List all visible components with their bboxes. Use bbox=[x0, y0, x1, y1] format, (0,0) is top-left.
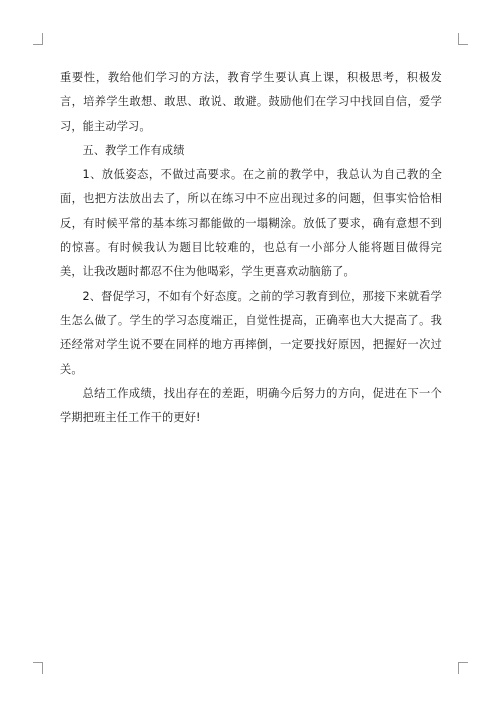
paragraph-continuation: 重要性，教给他们学习的方法，教育学生要认真上课，积极思考，积极发言，培养学生敢想、敢思、敢说、敢避。鼓励他们在学习中找回自信，爱学习，能主动学习。 bbox=[60, 71, 442, 133]
section-heading: 五、教学工作有成绩 bbox=[82, 143, 185, 157]
paragraph-point-2: 2、督促学习，不如有个好态度。之前的学习教育到位，那接下来就看学生怎么做了。学生的学习态度端正，自觉性提高，正确率也大大提高了。我还经常对学生说不要在同样的地方再摔倒，一定要找好原因，把握好一次过关。 bbox=[60, 289, 442, 376]
crop-mark-bottom-right bbox=[458, 662, 468, 674]
crop-mark-top-left bbox=[33, 33, 43, 45]
paragraph-point-1: 1、放低姿态，不做过高要求。在之前的教学中，我总认为自己教的全面，也把方法放出去了，所以在练习中不应出现过多的问题，但事实恰恰相反，有时候平常的基本练习都能做的一塌糊涂。放低了要求，确有意想不到的惊喜。有时候我认为题目比较难的，也总有一小部分人能将题目做得完美，让我改题时都忍不住为他喝彩，学生更喜欢动脑筋了。 bbox=[60, 168, 442, 279]
crop-mark-top-right bbox=[458, 33, 468, 45]
document-body bbox=[60, 66, 442, 430]
crop-mark-bottom-left bbox=[33, 662, 43, 674]
paragraph-summary: 总结工作成绩，找出存在的差距，明确今后努力的方向，促进在下一个学期把班主任工作干的更好! bbox=[60, 386, 442, 425]
